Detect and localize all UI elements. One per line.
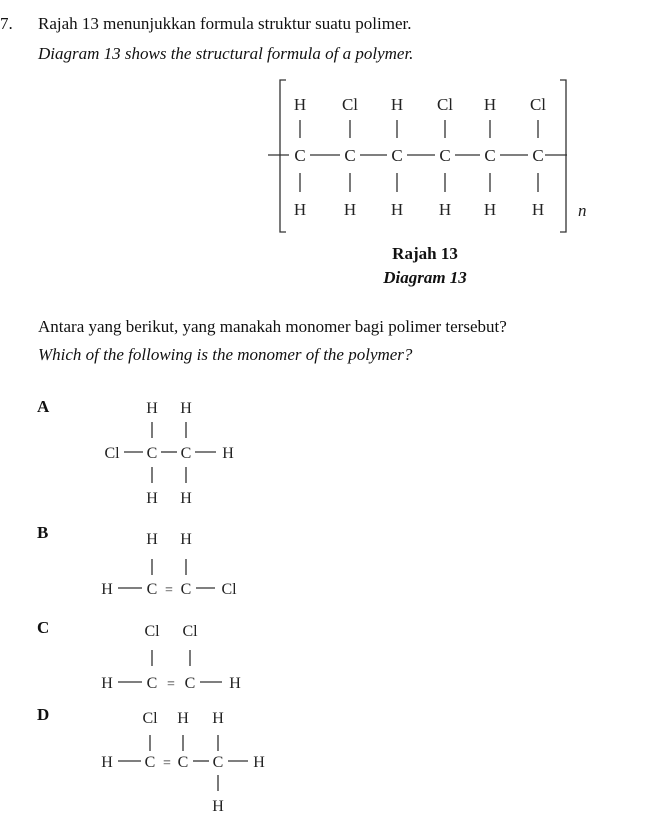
question-intro-english: Diagram 13 shows the structural formula of a polymer. [38, 44, 414, 63]
option-c-carbon: C [146, 675, 158, 692]
backbone-carbon: C [484, 146, 496, 165]
option-d-carbon: C [177, 754, 189, 771]
backbone-carbon: C [344, 146, 356, 165]
bottom-atom: H [531, 200, 545, 219]
option-d-double-bond: = [163, 756, 171, 771]
option-a-carbon: C [180, 445, 192, 462]
backbone-carbon: C [532, 146, 544, 165]
option-c-double-bond: = [167, 677, 175, 692]
option-d-top-atom: Cl [142, 710, 158, 727]
diagram-caption-english: Diagram 13 [383, 268, 467, 287]
option-d-letter[interactable]: D [37, 705, 50, 724]
option-c-carbon: C [184, 675, 196, 692]
option-c-right-atom: H [229, 675, 241, 692]
question-prompt-english: Which of the following is the monomer of the polymer? [38, 345, 413, 364]
option-a-bottom-atom: H [180, 490, 192, 507]
top-atom: H [483, 95, 497, 114]
option-b-top-atom: H [180, 531, 192, 548]
option-b-double-bond: = [165, 583, 173, 598]
bottom-atom: H [438, 200, 452, 219]
backbone-carbon: C [391, 146, 403, 165]
question-intro-malay: Rajah 13 menunjukkan formula struktur suatu polimer. [38, 14, 412, 33]
backbone-carbon: C [294, 146, 306, 165]
question-number: 7. [0, 14, 13, 33]
bottom-atom: H [293, 200, 307, 219]
question-prompt-malay: Antara yang berikut, yang manakah monomer bagi polimer tersebut? [38, 317, 507, 336]
option-b-right-atom: Cl [221, 581, 237, 598]
option-b-letter[interactable]: B [37, 523, 49, 542]
top-atom: Cl [341, 95, 359, 114]
option-a-top-atom: H [180, 400, 192, 417]
top-atom: Cl [529, 95, 547, 114]
top-atom: Cl [436, 95, 454, 114]
bottom-atom: H [390, 200, 404, 219]
repeat-unit-right-bracket [560, 80, 566, 232]
option-a-letter[interactable]: A [37, 397, 50, 416]
option-a-bottom-atom: H [146, 490, 158, 507]
option-a-left-atom: Cl [104, 445, 120, 462]
polymer-structure-diagram [0, 0, 645, 240]
bottom-atom: H [343, 200, 357, 219]
option-b-top-atom: H [146, 531, 158, 548]
diagram-caption-malay: Rajah 13 [392, 244, 458, 263]
repeat-subscript: n [578, 201, 587, 220]
bottom-atom: H [483, 200, 497, 219]
option-d-carbon: C [144, 754, 156, 771]
option-c-top-atom: Cl [182, 623, 198, 640]
option-b-carbon: C [146, 581, 158, 598]
option-a-right-atom: H [222, 445, 234, 462]
option-c-top-atom: Cl [144, 623, 160, 640]
option-d-right-atom: H [253, 754, 265, 771]
option-d-top-atom: H [212, 710, 224, 727]
option-d-left-atom: H [101, 754, 113, 771]
option-b-left-atom: H [101, 581, 113, 598]
option-a-carbon: C [146, 445, 158, 462]
option-d-top-atom: H [177, 710, 189, 727]
top-atom: H [390, 95, 404, 114]
option-d-bottom-atom: H [212, 798, 224, 815]
backbone-carbon: C [439, 146, 451, 165]
option-a-top-atom: H [146, 400, 158, 417]
option-c-letter[interactable]: C [37, 618, 50, 637]
option-b-carbon: C [180, 581, 192, 598]
option-d-carbon: C [212, 754, 224, 771]
option-c-left-atom: H [101, 675, 113, 692]
top-atom: H [293, 95, 307, 114]
repeat-unit-left-bracket [280, 80, 286, 232]
